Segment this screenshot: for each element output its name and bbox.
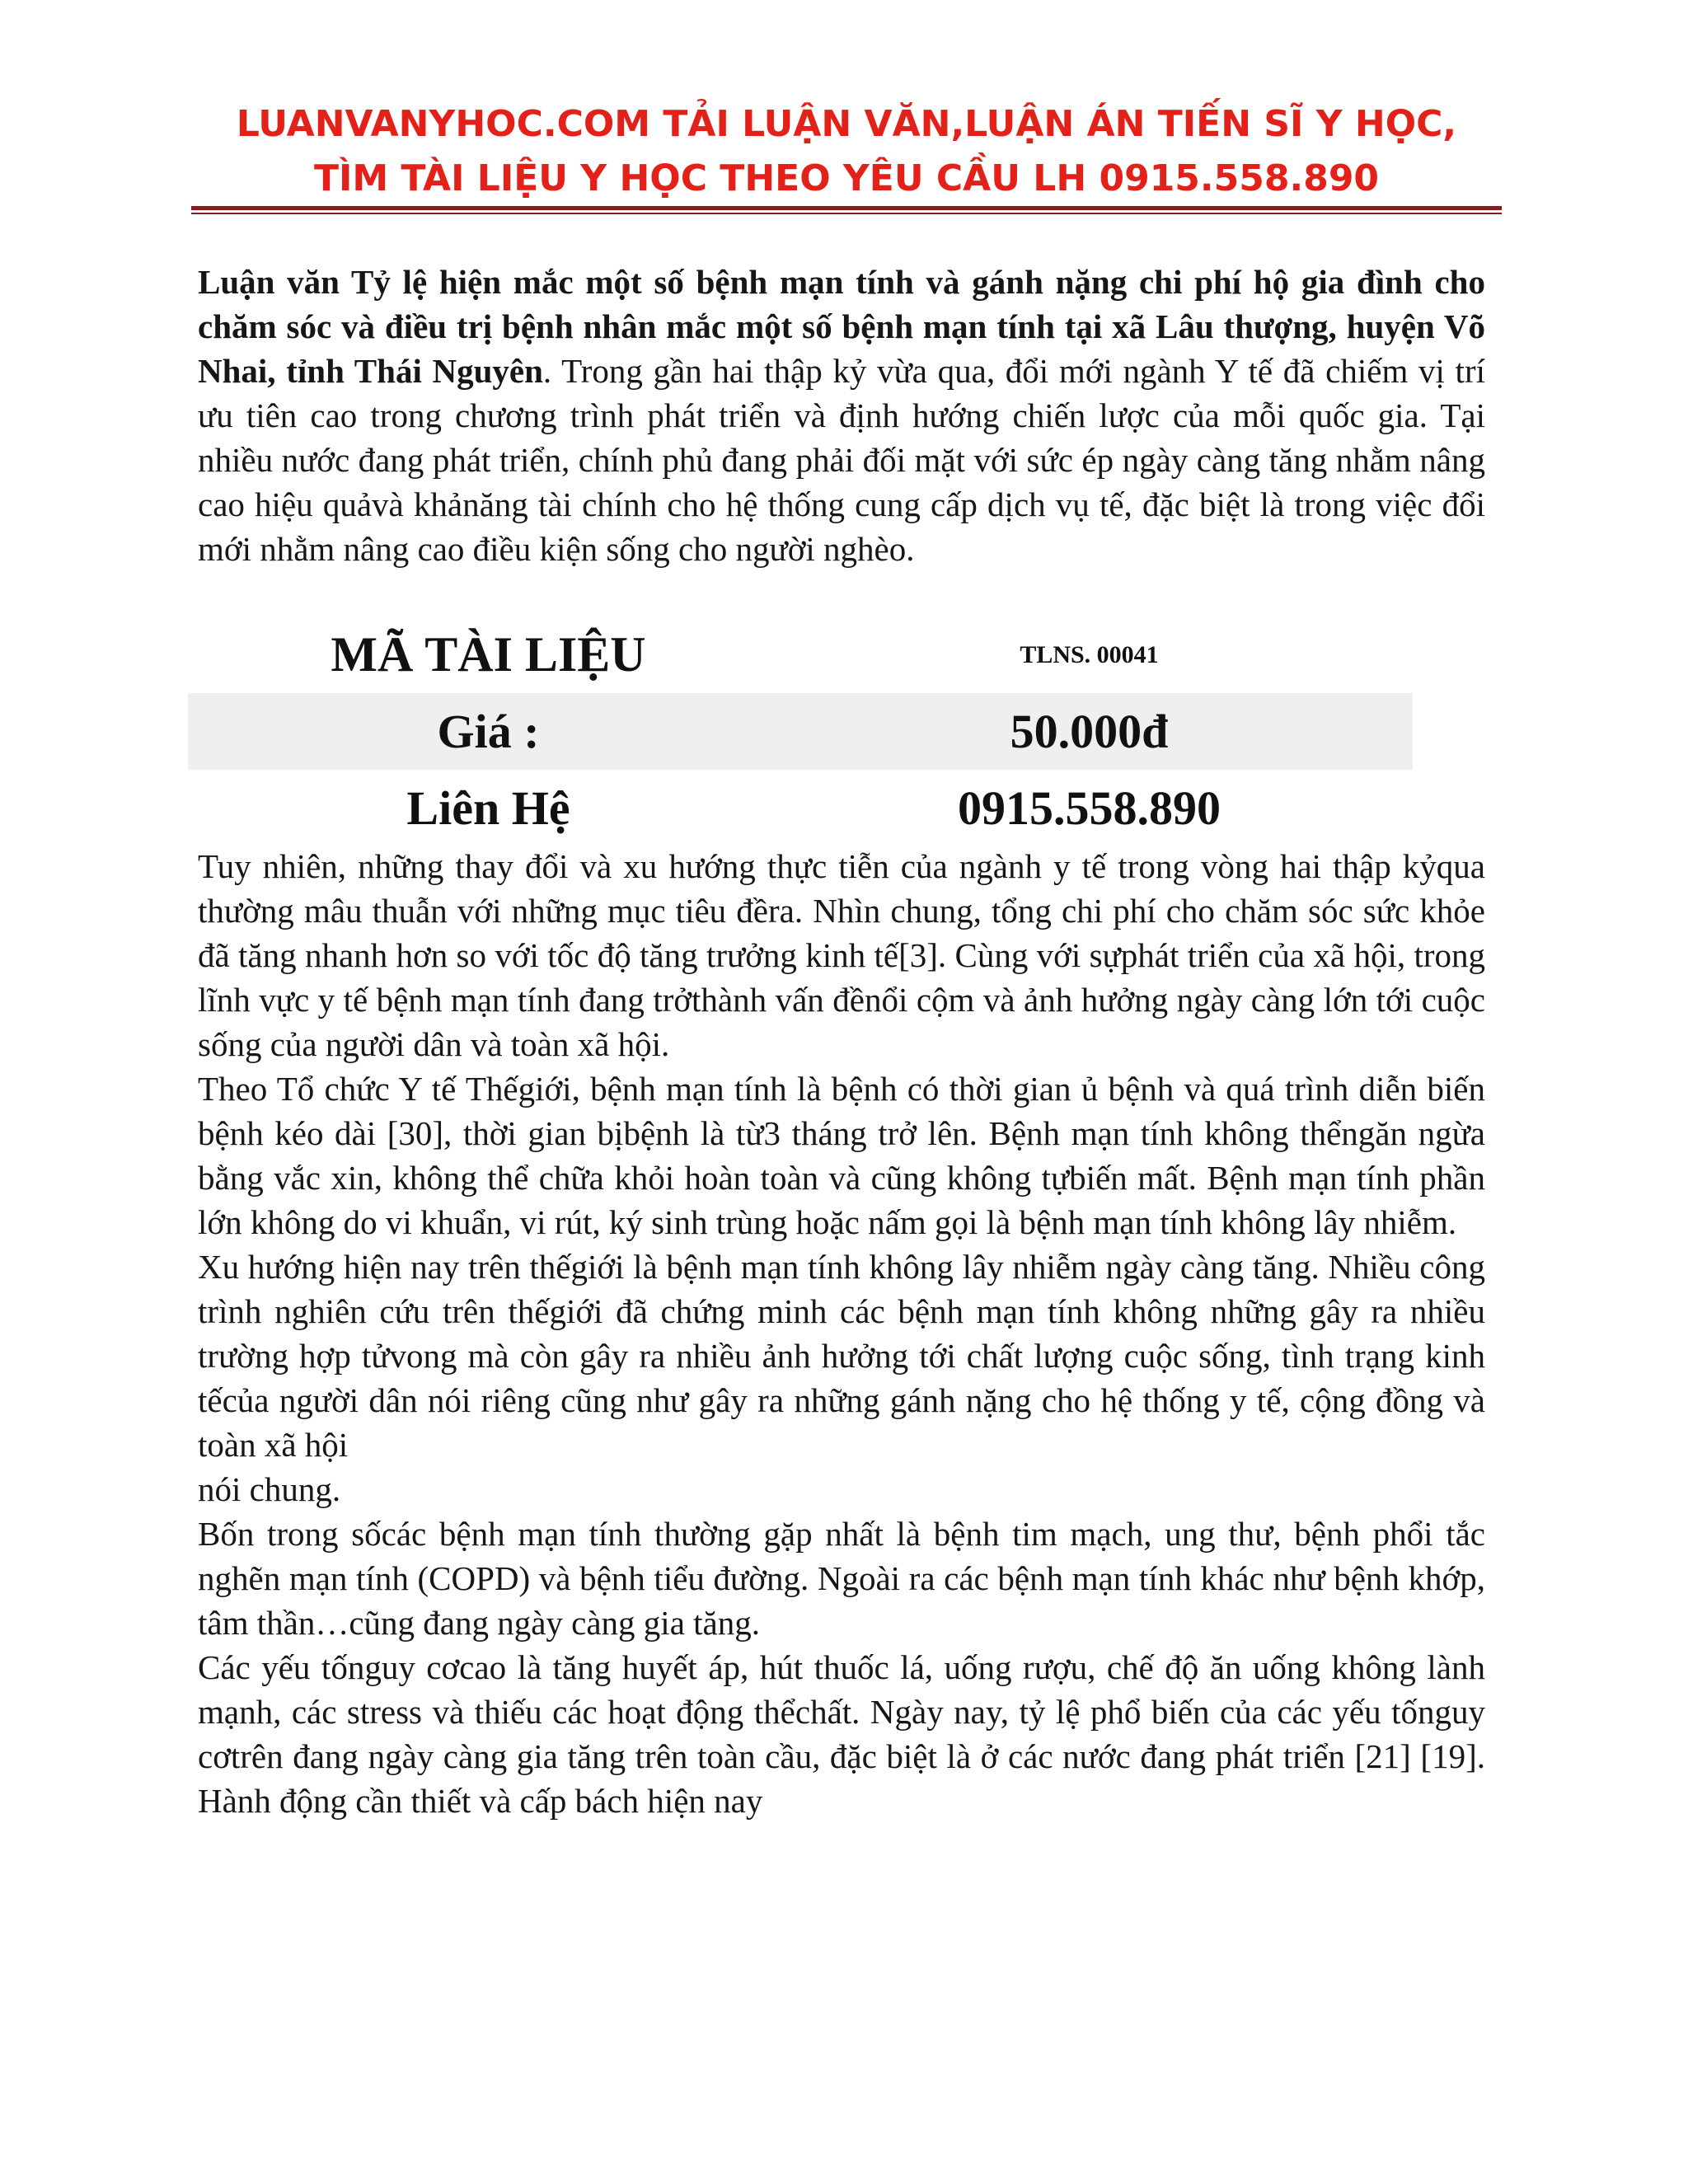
document-title: Luận văn Tỷ lệ hiện mắc một số bệnh mạn tính và gánh nặng chi phí hộ gia đình cho chăm sóc và điều trị bệnh nhân mắc một số bệnh mạn tính tại xã Lâu thượng, huyện Võ Nhai, tỉnh Thái Nguyên <box>198 263 1485 390</box>
body-paragraph-4: Bốn trong sốcác bệnh mạn tính thường gặp nhất là bệnh tim mạch, ung thư, bệnh phổi tắc nghẽn mạn tính (COPD) và bệnh tiểu đường. Ngoài ra các bệnh mạn tính khác như bệnh khớp, tâm thần…cũng đang ngày càng gia tăng. <box>198 1515 1485 1642</box>
contact-phone: 0915.558.890 <box>958 781 1221 835</box>
header-line-2: TÌM TÀI LIỆU Y HỌC THEO YÊU CẦU LH 0915.558.890 <box>313 157 1380 199</box>
contact-label: Liên Hệ <box>406 781 570 835</box>
header-line-1: LUANVANYHOC.COM TẢI LUẬN VĂN,LUẬN ÁN TIẾN SĨ Y HỌC, <box>236 103 1457 145</box>
intro-paragraph <box>198 260 1485 571</box>
intro-text: . Trong gần hai thập kỷ vừa qua, đổi mới ngành Y tế đã chiếm vị trí ưu tiên cao trong chương trình phát triển và định hướng chiến lược của mỗi quốc gia. Tại nhiều nước đang phát triển, chính phủ đang phải đối mặt với sức ép ngày càng tăng nhằm nâng cao hiệu quảvà khảnăng tài chính cho hệ thống cung cấp dịch vụ tế, đặc biệt là trong việc đổi mới nhằm nâng cao điều kiện sống cho người nghèo. <box>198 352 1485 568</box>
body-text <box>198 844 1485 1823</box>
body-paragraph-3-end: nói chung. <box>198 1470 341 1508</box>
document-code-row <box>188 616 1413 693</box>
price-label: Giá : <box>437 705 540 758</box>
document-code-label: MÃ TÀI LIỆU <box>331 627 646 682</box>
site-header <box>191 97 1502 206</box>
header-divider-thin <box>191 213 1502 214</box>
body-paragraph-1: Tuy nhiên, những thay đổi và xu hướng thực tiễn của ngành y tế trong vòng hai thập kỷqua thường mâu thuẫn với những mục tiêu đềra. Nhìn chung, tổng chi phí cho chăm sóc sức khỏe đã tăng nhanh hơn so với tốc độ tăng trưởng kinh tế[3]. Cùng với sựphát triển của xã hội, trong lĩnh vực y tế bệnh mạn tính đang trởthành vấn đềnổi cộm và ảnh hưởng ngày càng lớn tới cuộc sống của người dân và toàn xã hội. <box>198 847 1485 1063</box>
document-code-value: TLNS. 00041 <box>1020 640 1159 668</box>
body-paragraph-3: Xu hướng hiện nay trên thếgiới là bệnh mạn tính không lây nhiễm ngày càng tăng. Nhiều công trình nghiên cứu trên thếgiới đã chứng minh các bệnh mạn tính không những gây ra nhiều trường hợp tửvong mà còn gây ra nhiều ảnh hưởng tới chất lượng cuộc sống, tình trạng kinh tếcủa người dân nói riêng cũng như gây ra những gánh nặng cho hệ thống y tế, cộng đồng và toàn xã hội <box>198 1248 1485 1464</box>
body-paragraph-5: Các yếu tốnguy cơcao là tăng huyết áp, hút thuốc lá, uống rượu, chế độ ăn uống không lành mạnh, các stress và thiếu các hoạt động thểchất. Ngày nay, tỷ lệ phổ biến của các yếu tốnguy cơtrên đang ngày càng gia tăng trên toàn cầu, đặc biệt là ở các nước đang phát triển [21] [19]. Hành động cần thiết và cấp bách hiện nay <box>198 1648 1485 1820</box>
price-row <box>188 693 1413 770</box>
document-info-table <box>188 616 1413 846</box>
price-value: 50.000đ <box>1010 705 1169 758</box>
contact-row <box>188 770 1413 846</box>
header-divider <box>191 206 1502 210</box>
body-paragraph-2: Theo Tổ chức Y tế Thếgiới, bệnh mạn tính là bệnh có thời gian ủ bệnh và quá trình diễn biến bệnh kéo dài [30], thời gian bịbệnh là từ3 tháng trở lên. Bệnh mạn tính không thểngăn ngừa bằng vắc xin, không thể chữa khỏi hoàn toàn và cũng không tựbiến mất. Bệnh mạn tính phần lớn không do vi khuẩn, vi rút, ký sinh trùng hoặc nấm gọi là bệnh mạn tính không lây nhiễm. <box>198 1070 1485 1241</box>
